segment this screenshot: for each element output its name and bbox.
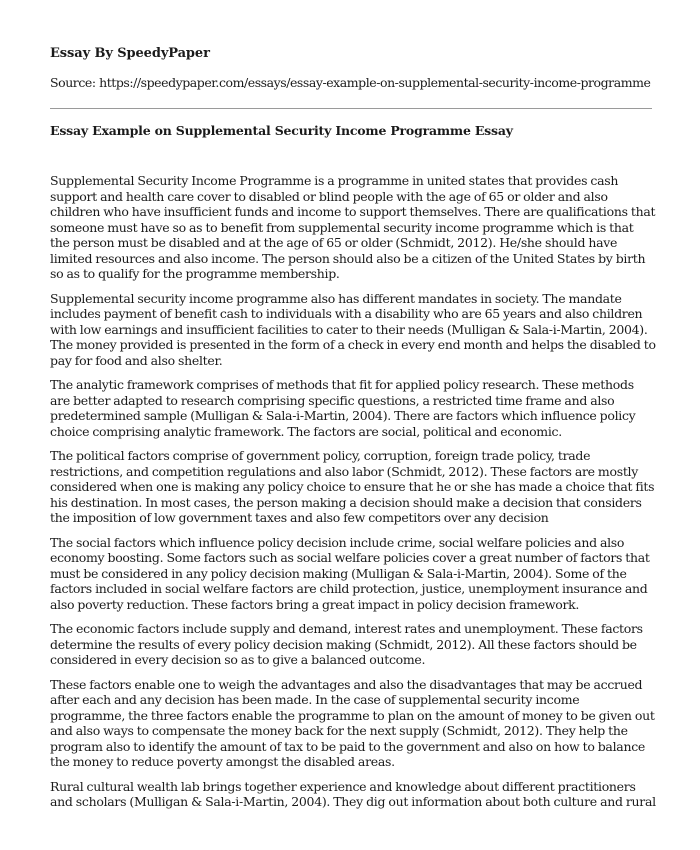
source-label: Source:: [50, 75, 96, 90]
brand-heading: Essay By SpeedyPaper: [50, 46, 210, 61]
paragraph: The economic factors include supply and demand, interest rates and unemployment. These factors determine the results of every policy decision making (Schmidt, 2012). All these factors should be considered in every decision so as to give a balanced outcome.: [50, 621, 643, 667]
source-line: [50, 75, 656, 91]
essay-title: Essay Example on Supplemental Security Income Programme Essay: [50, 123, 513, 138]
document-page: [50, 0, 656, 819]
header-divider: [50, 108, 652, 109]
essay-body: [50, 173, 656, 810]
paragraph: Supplemental security income programme also has different mandates in society. The mandate includes payment of benefit cash to individuals with a disability who are 65 years and also children with low earnings and insufficient facilities to cater to their needs (Mulligan & Sala-i-Martin, 2004). The money provided is presented in the form of a check in every end month and helps the disabled to pay for food and also shelter.: [50, 290, 656, 368]
paragraph: These factors enable one to weigh the advantages and also the disadvantages that may be accrued after each and any decision has been made. In the case of supplemental security income programme, the three factors enable the programme to plan on the amount of money to be given out and also ways to compensate the money back for the next supply (Schmidt, 2012). They help the program also to identify the amount of tax to be paid to the government and also on how to balance the money to reduce poverty amongst the disabled areas.: [50, 676, 655, 769]
paragraph: The analytic framework comprises of methods that fit for applied policy research. These methods are better adapted to research comprising specific questions, a restricted time frame and also predetermined sample (Mulligan & Sala-i-Martin, 2004). There are factors which influence policy choice comprising analytic framework. The factors are social, political and economic.: [50, 377, 636, 439]
paragraph: The social factors which influence policy decision include crime, social welfare policies and also economy boosting. Some factors such as social welfare policies cover a great number of factors that must be considered in any policy decision making (Mulligan & Sala-i-Martin, 2004). Some of the factors included in social welfare factors are child protection, justice, unemployment insurance and also poverty reduction. These factors bring a great impact in policy decision framework.: [50, 534, 650, 612]
source-url[interactable]: https://speedypaper.com/essays/essay-example-on-supplemental-security-income-programme: [99, 75, 651, 90]
paragraph: The political factors comprise of government policy, corruption, foreign trade policy, trade restrictions, and competition regulations and also labor (Schmidt, 2012). These factors are mostly considered when one is making any policy choice to ensure that he or she has made a choice that fits his destination. In most cases, the person making a decision should make a decision that considers the imposition of low government taxes and also few competitors over any decision: [50, 448, 655, 525]
paragraph: Supplemental Security Income Programme is a programme in united states that provides cash support and health care cover to disabled or blind people with the age of 65 or older and also children who have insufficient funds and income to support themselves. There are qualifications that someone must have so as to benefit from supplemental security income programme which is that the person must be disabled and at the age of 65 or older (Schmidt, 2012). He/she should have limited resources and also income. The person should also be a citizen of the United States by birth so as to qualify for the programme membership.: [50, 173, 656, 281]
paragraph: Rural cultural wealth lab brings together experience and knowledge about different practitioners and scholars (Mulligan & Sala-i-Martin, 2004). They dig out information about both culture and rural: [50, 778, 656, 809]
